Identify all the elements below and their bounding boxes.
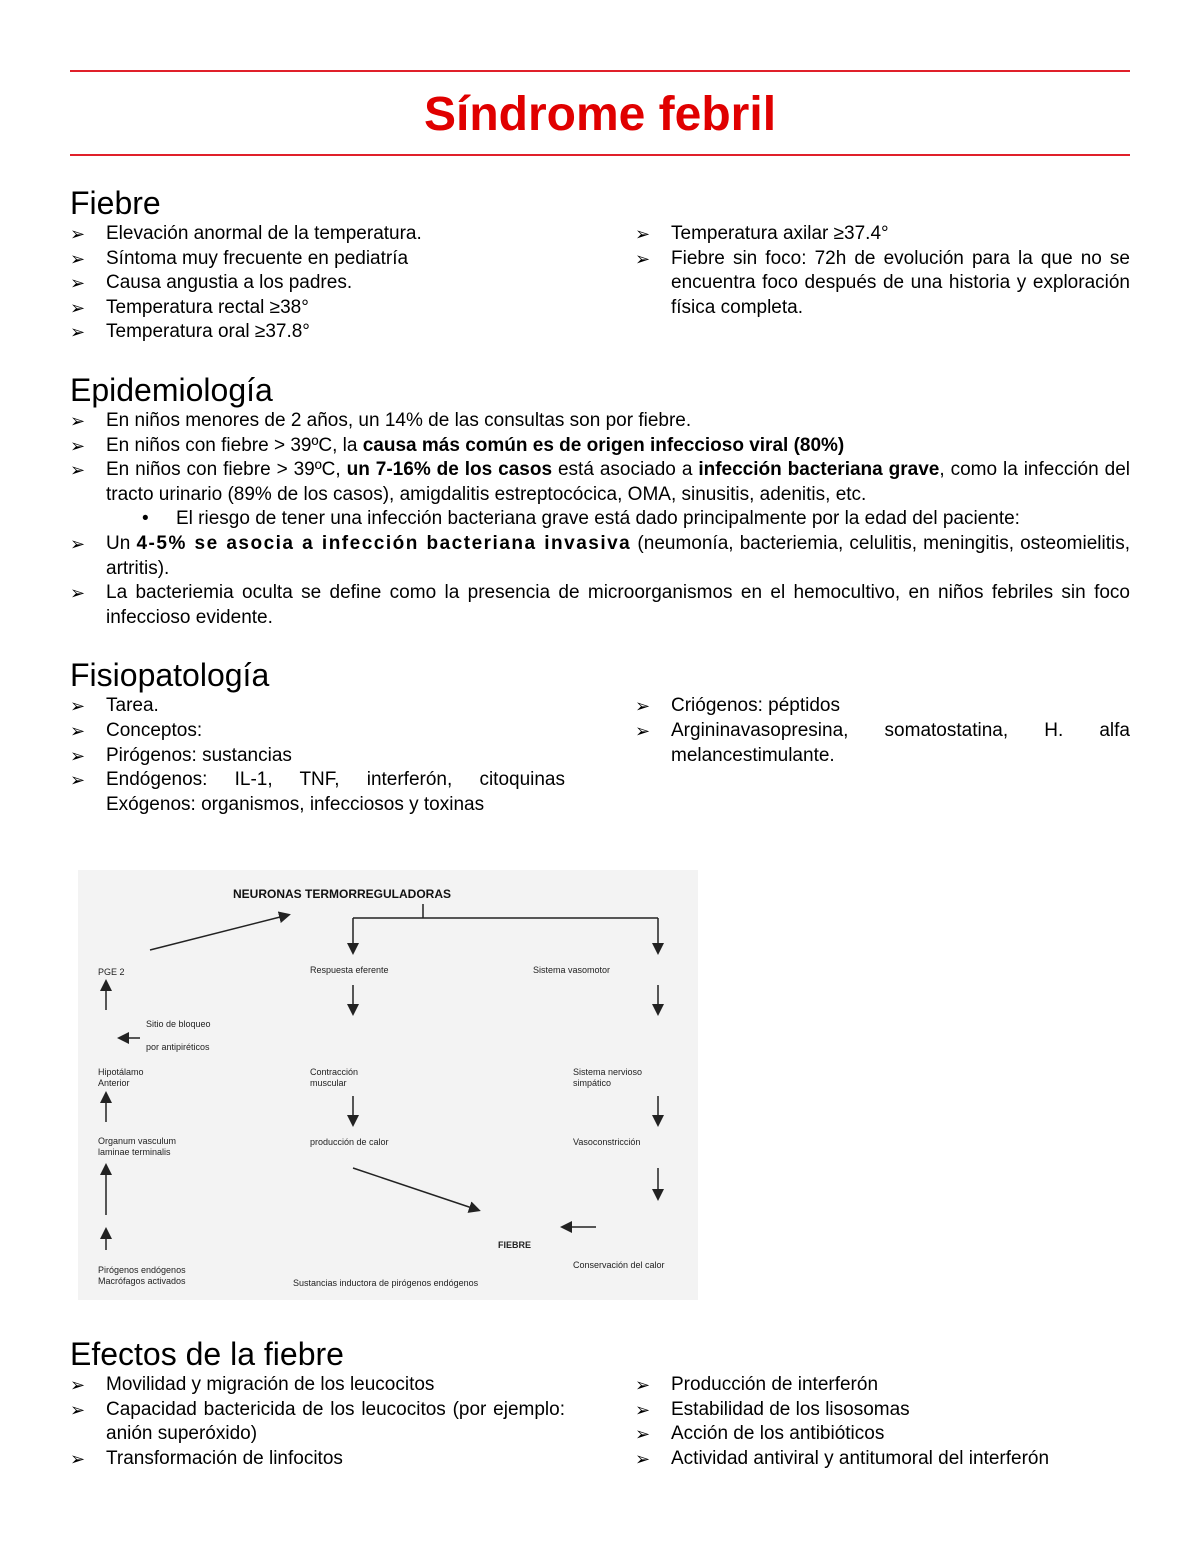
list-item: ➢ La bacteriemia oculta se define como la presencia de microorganismos en el hemocultivo, en niños febriles sin foco infeccioso evidente.: [70, 582, 1130, 628]
list-item: ➢ Conceptos:: [70, 719, 565, 744]
section-epidemiologia: [70, 371, 1130, 630]
list-item: ➢ Producción de interferón: [635, 1373, 1130, 1398]
epidemiologia-list: [70, 409, 1130, 630]
sub-list-item: • El riesgo de tener una infección bacteriana grave está dado principalmente por la edad del paciente:: [70, 507, 1130, 532]
arrow-bullet-icon: ➢: [635, 720, 651, 741]
label-sistema-nervioso-1: Sistema nervioso: [573, 1067, 643, 1077]
arrow-bullet-icon: ➢: [635, 1375, 651, 1395]
list-item: ➢ Tarea.: [70, 694, 565, 719]
label-sitio-bloqueo-1: Sitio de bloqueo: [146, 1019, 211, 1029]
list-item: ➢ Temperatura rectal ≥38°: [70, 296, 565, 321]
list-item: ➢ En niños con fiebre > 39ºC, la causa más común es de origen infeccioso viral (80%): [70, 434, 1130, 459]
label-pirogenos-1: Pirógenos endógenos: [98, 1265, 186, 1275]
arrow-bullet-icon: ➢: [70, 1399, 86, 1420]
arrow-bullet-icon: ➢: [70, 273, 86, 294]
diagram-svg: [78, 870, 698, 1300]
label-pge2: PGE 2: [98, 967, 125, 977]
list-item: ➢ Un 4-5% se asocia a infección bacteriana invasiva (neumonía, bacteriemia, celulitis, meningitis, osteomielitis, artritis).: [70, 532, 1130, 579]
list-item: ➢ Movilidad y migración de los leucocitos: [70, 1373, 565, 1398]
diagram-title: NEURONAS TERMORREGULADORAS: [233, 887, 452, 901]
arrow-bullet-icon: ➢: [70, 435, 86, 456]
fiebre-left-list: [70, 222, 565, 345]
efectos-left-list: [70, 1373, 565, 1471]
list-item: ➢ Endógenos: IL-1, TNF, interferón, citoquinas Exógenos: organismos, infecciosos y toxinas: [70, 769, 565, 815]
list-item: ➢ Argininavasopresina, somatostatina, H. alfa melancestimulante.: [635, 719, 1130, 766]
label-organum-1: Organum vasculum: [98, 1136, 177, 1146]
label-produccion-calor: producción de calor: [310, 1137, 389, 1147]
list-item: ➢ Temperatura oral ≥37.8°: [70, 320, 565, 345]
label-organum-2: laminae terminalis: [98, 1147, 171, 1157]
arrow-bullet-icon: ➢: [70, 745, 86, 766]
arrow-bullet-icon: ➢: [70, 583, 86, 604]
label-conservacion-calor: Conservación del calor: [573, 1260, 665, 1270]
arrow-bullet-icon: ➢: [70, 770, 86, 791]
list-item: ➢ Criógenos: péptidos: [635, 694, 1130, 719]
label-hipotalamo-2: Anterior: [98, 1078, 130, 1088]
fisiopatologia-left-list: [70, 694, 565, 817]
label-respuesta-eferente: Respuesta eferente: [310, 965, 389, 975]
list-item: ➢ Temperatura axilar ≥37.4°: [635, 222, 1130, 247]
arrow-bullet-icon: ➢: [70, 224, 86, 244]
fisiopatologia-right-list: [635, 694, 1130, 817]
list-item: ➢ Actividad antiviral y antitumoral del interferón: [635, 1447, 1130, 1472]
list-item: ➢ Pirógenos: sustancias: [70, 744, 565, 769]
list-item: ➢ En niños con fiebre > 39ºC, un 7-16% de los casos está asociado a infección bacteriana grave, como la infección del tracto urinario (89% de los casos), amigdalitis estreptocócica, OMA, sinusitis, adenitis, etc.: [70, 459, 1130, 505]
label-sitio-bloqueo-2: por antipiréticos: [146, 1042, 210, 1052]
label-sistema-nervioso-2: simpático: [573, 1078, 612, 1088]
label-contraccion-1: Contracción: [310, 1067, 359, 1077]
label-fiebre: FIEBRE: [498, 1240, 532, 1250]
thermoregulation-diagram: [78, 870, 698, 1300]
arrow-bullet-icon: ➢: [635, 1424, 651, 1445]
arrow-bullet-icon: ➢: [70, 1448, 86, 1469]
heading-efectos: Efectos de la fiebre: [70, 1336, 344, 1372]
arrow-bullet-icon: ➢: [635, 224, 651, 244]
list-item: ➢ Acción de los antibióticos: [635, 1422, 1130, 1447]
list-item: ➢ Elevación anormal de la temperatura.: [70, 222, 565, 247]
arrow-bullet-icon: ➢: [70, 410, 86, 431]
label-sustancias-inductoras: Sustancias inductora de pirógenos endógenos: [293, 1278, 479, 1288]
arrow-bullet-icon: ➢: [70, 720, 86, 741]
list-item: ➢ Causa angustia a los padres.: [70, 271, 565, 296]
label-vasoconstriccion: Vasoconstricción: [573, 1137, 641, 1147]
arrow-bullet-icon: ➢: [70, 1375, 86, 1395]
arrow-bullet-icon: ➢: [70, 533, 86, 554]
arrow-bullet-icon: ➢: [70, 696, 86, 717]
list-item: ➢ En niños menores de 2 años, un 14% de las consultas son por fiebre.: [70, 409, 1130, 434]
heading-epidemiologia: Epidemiología: [70, 371, 273, 408]
arrow-bullet-icon: ➢: [635, 696, 651, 717]
arrow-bullet-icon: ➢: [635, 248, 651, 269]
list-item: ➢ Transformación de linfocitos: [70, 1447, 565, 1472]
list-item: ➢ Estabilidad de los lisosomas: [635, 1398, 1130, 1423]
page-title: Síndrome febril: [423, 88, 777, 141]
title-bottom-rule: [70, 154, 1130, 156]
section-efectos: [70, 1335, 1130, 1471]
fiebre-right-list: [635, 222, 1130, 345]
arrow-bullet-icon: ➢: [70, 460, 86, 481]
list-item: ➢ Capacidad bactericida de los leucocitos (por ejemplo: anión superóxido): [70, 1398, 565, 1445]
document-page: [70, 70, 1130, 817]
arrow-bullet-icon: ➢: [635, 1448, 651, 1469]
label-hipotalamo-1: Hipotálamo: [98, 1067, 144, 1077]
label-contraccion-2: muscular: [310, 1078, 347, 1088]
heading-fiebre: Fiebre: [70, 185, 161, 221]
arrow-bullet-icon: ➢: [70, 297, 86, 318]
dot-bullet-icon: •: [142, 508, 149, 530]
label-pirogenos-2: Macrófagos activados: [98, 1276, 186, 1286]
efectos-right-list: [635, 1373, 1130, 1471]
list-item: ➢ Síntoma muy frecuente en pediatría: [70, 247, 565, 272]
heading-fisiopatologia: Fisiopatología: [70, 657, 270, 694]
section-fiebre: [70, 184, 1130, 345]
arrow-bullet-icon: ➢: [70, 322, 86, 343]
section-fisiopatologia: [70, 656, 1130, 817]
arrow-bullet-icon: ➢: [70, 248, 86, 269]
list-item: ➢ Fiebre sin foco: 72h de evolución para la que no se encuentra foco después de una historia y exploración física completa.: [635, 247, 1130, 318]
arrow-bullet-icon: ➢: [635, 1399, 651, 1420]
label-sistema-vasomotor: Sistema vasomotor: [533, 965, 611, 975]
